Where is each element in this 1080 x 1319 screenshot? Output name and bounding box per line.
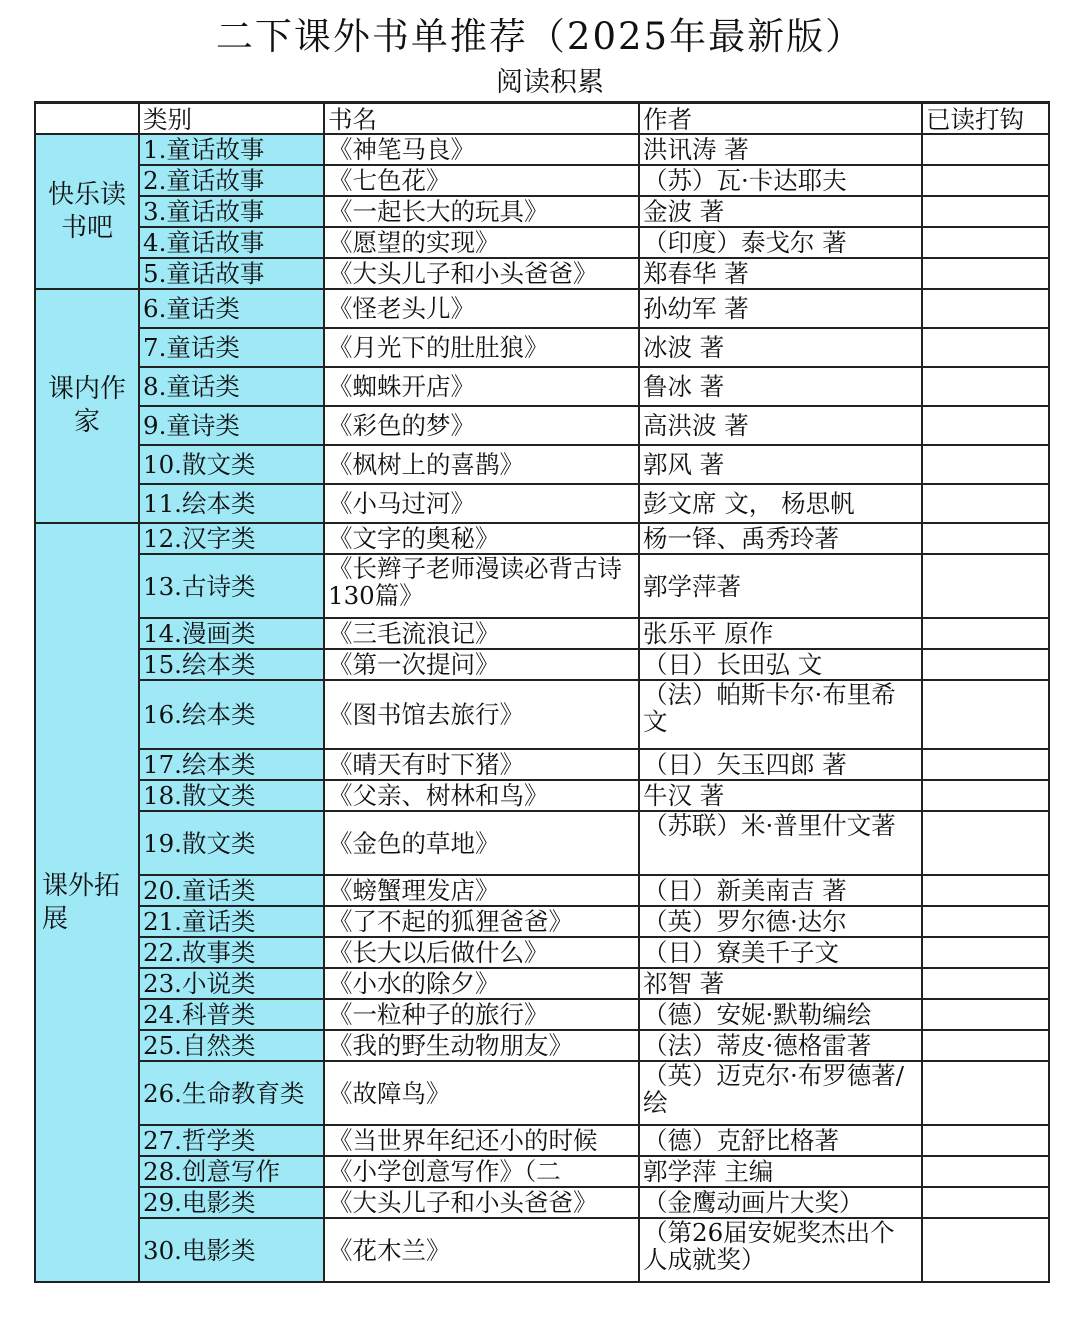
row-book: 《神笔马良》 — [324, 134, 639, 165]
table-row — [35, 134, 1049, 165]
row-author: （第26届安妮奖杰出个人成就奖） — [639, 1218, 922, 1282]
row-author: （法）帕斯卡尔·布里希 文 — [639, 680, 922, 749]
table-row — [35, 649, 1049, 680]
row-author: 高洪波 著 — [639, 406, 922, 445]
header-group — [35, 103, 139, 135]
row-author: （日）长田弘 文 — [639, 649, 922, 680]
row-author: 鲁冰 著 — [639, 367, 922, 406]
read-check-cell[interactable] — [922, 875, 1049, 906]
group-textbook-authors: 课内作家 — [35, 289, 139, 523]
page-subtitle: 阅读积累 — [496, 67, 604, 98]
row-book: 《大头儿子和小头爸爸》 — [324, 258, 639, 289]
row-author: 金波 著 — [639, 196, 922, 227]
table-row — [35, 968, 1049, 999]
row-author: （法）蒂皮·德格雷著 — [639, 1030, 922, 1061]
read-check-cell[interactable] — [922, 328, 1049, 367]
read-check-cell[interactable] — [922, 1125, 1049, 1156]
read-check-cell[interactable] — [922, 445, 1049, 484]
row-author: 郭风 著 — [639, 445, 922, 484]
table-row — [35, 367, 1049, 406]
row-book: 《怪老头儿》 — [324, 289, 639, 328]
row-author: 洪讯涛 著 — [639, 134, 922, 165]
row-category: 23.小说类 — [139, 968, 324, 999]
row-book: 《晴天有时下猪》 — [324, 749, 639, 780]
table-row — [35, 618, 1049, 649]
row-category: 19.散文类 — [139, 811, 324, 875]
row-book: 《螃蟹理发店》 — [324, 875, 639, 906]
table-row — [35, 554, 1049, 618]
table-row — [35, 1061, 1049, 1125]
row-author: 孙幼军 著 — [639, 289, 922, 328]
table-row — [35, 780, 1049, 811]
read-check-cell[interactable] — [922, 1030, 1049, 1061]
read-check-cell[interactable] — [922, 1187, 1049, 1218]
table-row — [35, 258, 1049, 289]
row-book: 《七色花》 — [324, 165, 639, 196]
row-author: 张乐平 原作 — [639, 618, 922, 649]
table-row — [35, 523, 1049, 554]
read-check-cell[interactable] — [922, 749, 1049, 780]
row-author: 牛汉 著 — [639, 780, 922, 811]
row-book: 《一起长大的玩具》 — [324, 196, 639, 227]
table-row — [35, 1187, 1049, 1218]
header-row — [35, 103, 1049, 135]
row-category: 22.故事类 — [139, 937, 324, 968]
read-check-cell[interactable] — [922, 227, 1049, 258]
row-book: 《小马过河》 — [324, 484, 639, 523]
row-author: （英）罗尔德·达尔 — [639, 906, 922, 937]
table-row — [35, 999, 1049, 1030]
book-list-table — [34, 101, 1050, 1283]
row-category: 11.绘本类 — [139, 484, 324, 523]
row-category: 3.童话故事 — [139, 196, 324, 227]
read-check-cell[interactable] — [922, 680, 1049, 749]
table-row — [35, 406, 1049, 445]
read-check-cell[interactable] — [922, 968, 1049, 999]
row-author: （金鹰动画片大奖） — [639, 1187, 922, 1218]
row-author: 祁智 著 — [639, 968, 922, 999]
row-book: 《彩色的梦》 — [324, 406, 639, 445]
row-book: 《大头儿子和小头爸爸》 — [324, 1187, 639, 1218]
row-book: 《了不起的狐狸爸爸》 — [324, 906, 639, 937]
row-category: 7.童话类 — [139, 328, 324, 367]
row-category: 30.电影类 — [139, 1218, 324, 1282]
read-check-cell[interactable] — [922, 165, 1049, 196]
read-check-cell[interactable] — [922, 134, 1049, 165]
row-category: 26.生命教育类 — [139, 1061, 324, 1125]
row-book: 《我的野生动物朋友》 — [324, 1030, 639, 1061]
row-author: 郭学萍著 — [639, 554, 922, 618]
row-author: 冰波 著 — [639, 328, 922, 367]
row-author: （德）克舒比格著 — [639, 1125, 922, 1156]
table-row — [35, 196, 1049, 227]
row-category: 10.散文类 — [139, 445, 324, 484]
group-happy-reading: 快乐读书吧 — [35, 134, 139, 289]
row-book: 《蜘蛛开店》 — [324, 367, 639, 406]
row-category: 14.漫画类 — [139, 618, 324, 649]
row-category: 21.童话类 — [139, 906, 324, 937]
row-category: 29.电影类 — [139, 1187, 324, 1218]
table-row — [35, 749, 1049, 780]
group-extended-reading: 课外拓展 — [35, 523, 139, 1282]
header-author: 作者 — [639, 103, 922, 135]
row-author: （印度）泰戈尔 著 — [639, 227, 922, 258]
row-category: 13.古诗类 — [139, 554, 324, 618]
read-check-cell[interactable] — [922, 523, 1049, 554]
row-book: 《金色的草地》 — [324, 811, 639, 875]
table-row — [35, 328, 1049, 367]
row-category: 20.童话类 — [139, 875, 324, 906]
row-book: 《花木兰》 — [324, 1218, 639, 1282]
read-check-cell[interactable] — [922, 289, 1049, 328]
row-category: 6.童话类 — [139, 289, 324, 328]
read-check-cell[interactable] — [922, 1218, 1049, 1282]
table-row — [35, 1156, 1049, 1187]
row-author: 彭文席 文， 杨思帆 — [639, 484, 922, 523]
row-book: 《父亲、树林和鸟》 — [324, 780, 639, 811]
row-category: 5.童话故事 — [139, 258, 324, 289]
table-row — [35, 937, 1049, 968]
table-row — [35, 227, 1049, 258]
row-category: 24.科普类 — [139, 999, 324, 1030]
row-category: 4.童话故事 — [139, 227, 324, 258]
row-category: 2.童话故事 — [139, 165, 324, 196]
table-row — [35, 445, 1049, 484]
read-check-cell[interactable] — [922, 554, 1049, 618]
row-book: 《月光下的肚肚狼》 — [324, 328, 639, 367]
row-author: 郭学萍 主编 — [639, 1156, 922, 1187]
row-author: （日）寮美千子文 — [639, 937, 922, 968]
table-row — [35, 1218, 1049, 1282]
row-category: 1.童话故事 — [139, 134, 324, 165]
row-book: 《图书馆去旅行》 — [324, 680, 639, 749]
read-check-cell[interactable] — [922, 780, 1049, 811]
row-category: 9.童诗类 — [139, 406, 324, 445]
row-book: 《三毛流浪记》 — [324, 618, 639, 649]
row-category: 8.童话类 — [139, 367, 324, 406]
row-book: 《长辫子老师漫读必背古诗130篇》 — [324, 554, 639, 618]
read-check-cell[interactable] — [922, 937, 1049, 968]
row-category: 15.绘本类 — [139, 649, 324, 680]
row-book: 《小水的除夕》 — [324, 968, 639, 999]
read-check-cell[interactable] — [922, 811, 1049, 875]
row-author: （苏）瓦·卡达耶夫 — [639, 165, 922, 196]
read-check-cell[interactable] — [922, 1156, 1049, 1187]
page-title: 二下课外书单推荐（2025年最新版） — [215, 15, 865, 58]
row-category: 25.自然类 — [139, 1030, 324, 1061]
read-check-cell[interactable] — [922, 258, 1049, 289]
row-category: 17.绘本类 — [139, 749, 324, 780]
row-category: 27.哲学类 — [139, 1125, 324, 1156]
read-check-cell[interactable] — [922, 1061, 1049, 1125]
read-check-cell[interactable] — [922, 367, 1049, 406]
row-book: 《小学创意写作》（二 — [324, 1156, 639, 1187]
row-author: （苏联）米·普里什文著 — [639, 811, 922, 875]
header-category: 类别 — [139, 103, 324, 135]
header-check: 已读打钩 — [922, 103, 1049, 135]
row-book: 《第一次提问》 — [324, 649, 639, 680]
read-check-cell[interactable] — [922, 484, 1049, 523]
table-row — [35, 1125, 1049, 1156]
row-book: 《文字的奥秘》 — [324, 523, 639, 554]
row-book: 《一粒种子的旅行》 — [324, 999, 639, 1030]
read-check-cell[interactable] — [922, 406, 1049, 445]
row-book: 《故障鸟》 — [324, 1061, 639, 1125]
table-row — [35, 875, 1049, 906]
read-check-cell[interactable] — [922, 999, 1049, 1030]
read-check-cell[interactable] — [922, 649, 1049, 680]
row-book: 《枫树上的喜鹊》 — [324, 445, 639, 484]
row-category: 28.创意写作 — [139, 1156, 324, 1187]
table-row — [35, 811, 1049, 875]
table-row — [35, 1030, 1049, 1061]
row-author: （日）矢玉四郎 著 — [639, 749, 922, 780]
row-category: 18.散文类 — [139, 780, 324, 811]
row-author: 杨一铎、禹秀玲著 — [639, 523, 922, 554]
row-author: 郑春华 著 — [639, 258, 922, 289]
table-row — [35, 165, 1049, 196]
table-row — [35, 289, 1049, 328]
row-book: 《愿望的实现》 — [324, 227, 639, 258]
header-book: 书名 — [324, 103, 639, 135]
read-check-cell[interactable] — [922, 906, 1049, 937]
row-book: 《长大以后做什么》 — [324, 937, 639, 968]
table-row — [35, 680, 1049, 749]
row-book: 《当世界年纪还小的时候 — [324, 1125, 639, 1156]
row-author: （英）迈克尔·布罗德著/绘 — [639, 1061, 922, 1125]
row-category: 16.绘本类 — [139, 680, 324, 749]
read-check-cell[interactable] — [922, 618, 1049, 649]
row-category: 12.汉字类 — [139, 523, 324, 554]
row-author: （德）安妮·默勒编绘 — [639, 999, 922, 1030]
table-row — [35, 484, 1049, 523]
table-row — [35, 906, 1049, 937]
row-author: （日）新美南吉 著 — [639, 875, 922, 906]
read-check-cell[interactable] — [922, 196, 1049, 227]
